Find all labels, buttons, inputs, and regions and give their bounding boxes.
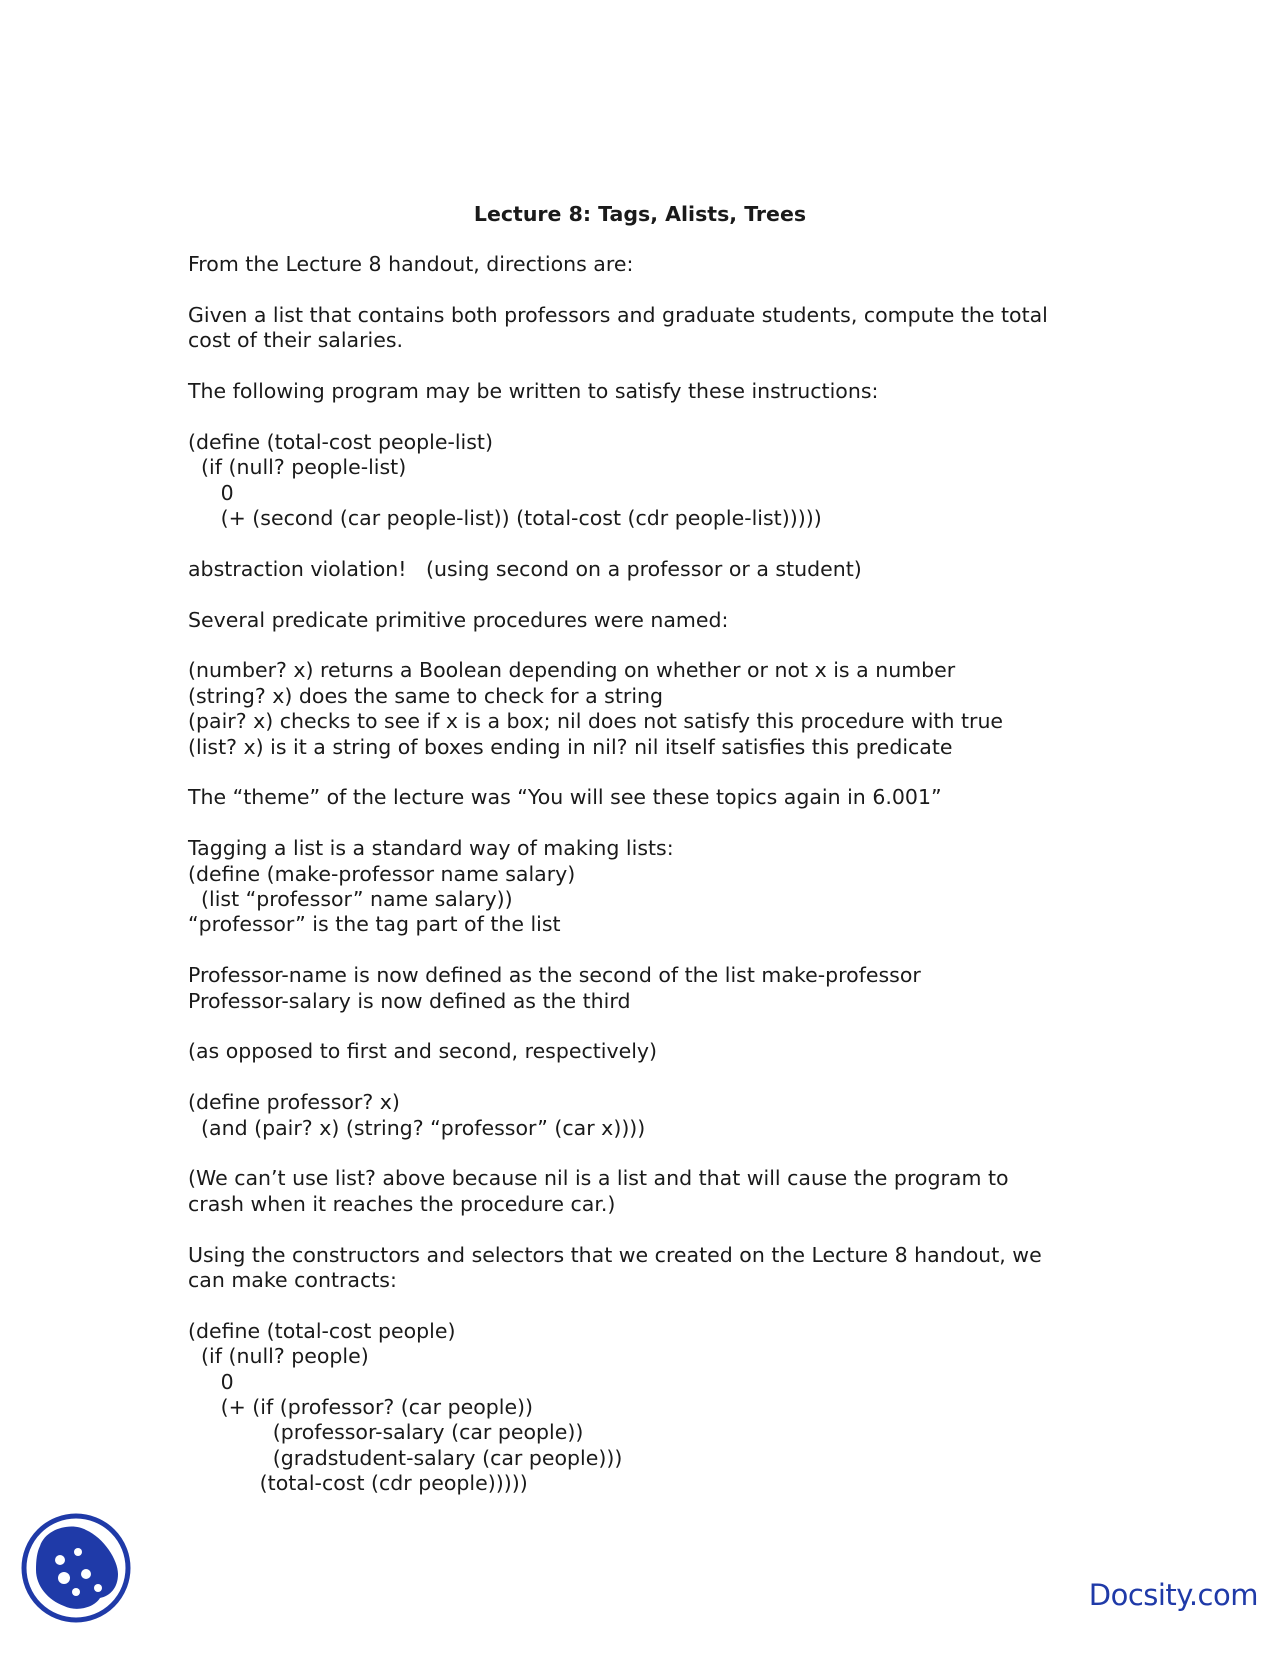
text-line: Using the constructors and selectors that we created on the Lecture 8 handout, we [188,1242,1042,1267]
code-block [188,1319,1088,1497]
text-line: Professor-salary is now defined as the third [188,988,631,1013]
text-line: (We can’t use list? above because nil is a list and that will cause the program to [188,1166,1009,1191]
document-body [188,252,1088,1522]
predicate-list [188,658,1088,760]
text-line: can make contracts: [188,1268,397,1293]
text-line: (as opposed to first and second, respectively) [188,1039,658,1064]
paragraph [188,608,1088,633]
paragraph [188,1166,1088,1217]
text-line: Tagging a list is a standard way of making lists: [188,836,674,861]
code-line: 0 [188,1369,234,1394]
text-line: (number? x) returns a Boolean depending on whether or not x is a number [188,658,956,683]
code-line: (and (pair? x) (string? “professor” (car x)))) [188,1115,646,1140]
code-line: (define (total-cost people-list) [188,429,493,454]
code-line: (define professor? x) [188,1090,400,1115]
paragraph [188,557,1088,582]
code-block [188,430,1088,532]
code-line: (gradstudent-salary (car people))) [188,1445,623,1470]
paragraph [188,1039,1088,1064]
text-line: cost of their salaries. [188,328,404,353]
code-line: 0 [188,480,234,505]
paragraph [188,836,1088,938]
code-line: (define (total-cost people) [188,1318,456,1343]
page-title: Lecture 8: Tags, Alists, Trees [473,202,807,226]
paragraph [188,785,1088,810]
code-line: (professor-salary (car people)) [188,1420,584,1445]
paragraph [188,963,1088,1014]
text-line: Given a list that contains both professors and graduate students, compute the total [188,302,1048,327]
text-line: Several predicate primitive procedures were named: [188,607,729,632]
code-line: (if (null? people-list) [188,455,407,480]
code-line: (define (make-professor name salary) [188,861,576,886]
text-line: The following program may be written to satisfy these instructions: [188,379,879,403]
paragraph [188,1243,1088,1294]
text-line: “professor” is the tag part of the list [188,912,561,937]
text-line: abstraction violation! (using second on a professor or a student) [188,556,862,581]
code-line: (total-cost (cdr people))))) [188,1471,528,1496]
paragraph [188,303,1088,354]
text-line: The “theme” of the lecture was “You will see these topics again in 6.001” [188,785,942,810]
code-line: (if (null? people) [188,1344,369,1369]
code-line: (+ (if (professor? (car people)) [188,1395,534,1420]
text-line: crash when it reaches the procedure car.) [188,1191,616,1216]
docsity-brand-link[interactable]: Docsity.com [1088,1578,1258,1612]
code-line: (+ (second (car people-list)) (total-cost (cdr people-list))))) [188,506,822,531]
code-line: (list “professor” name salary)) [188,887,513,912]
text-line: From the Lecture 8 handout, directions are: [188,252,634,276]
text-line: (list? x) is it a string of boxes ending in nil? nil itself satisfies this predicate [188,734,953,759]
code-block [188,1090,1088,1141]
paragraph [188,252,1088,277]
text-line: (string? x) does the same to check for a string [188,683,664,708]
docsity-logo-icon[interactable] [20,1512,132,1624]
text-line: Professor-name is now defined as the second of the list make-professor [188,963,921,988]
paragraph [188,379,1088,404]
text-line: (pair? x) checks to see if x is a box; nil does not satisfy this procedure with true [188,709,1004,734]
